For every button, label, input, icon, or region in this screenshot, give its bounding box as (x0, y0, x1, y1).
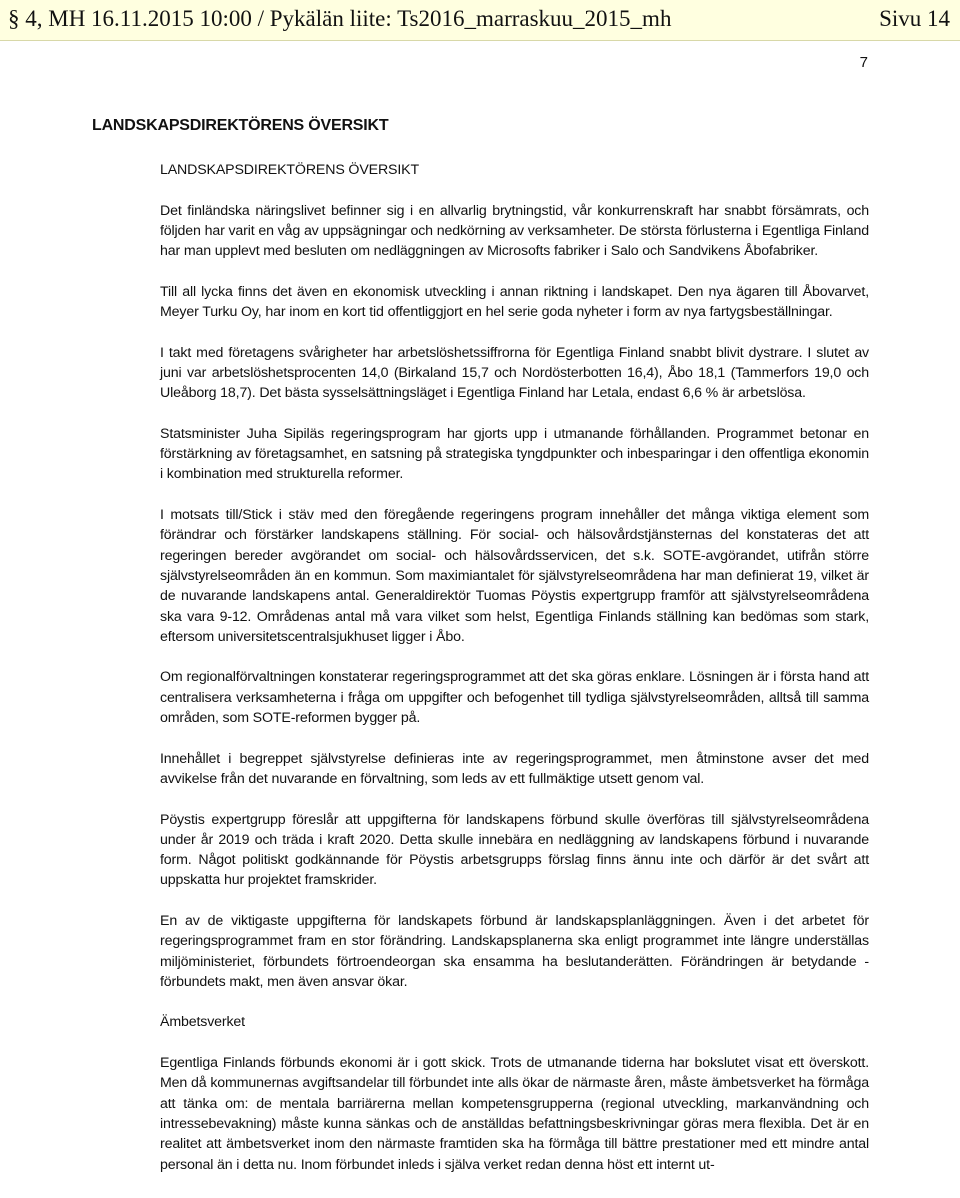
document-header-bar (0, 0, 960, 41)
page-number: 7 (859, 54, 868, 71)
paragraph: I motsats till/Stick i stäv med den föregående regeringens program innehåller det många viktiga element som förändrar och förstärker landskapens ställning. För social- och hälsovårdstjänsternas del konstateras det att regeringen bereder avgörandet om social- och hälsovårdsservicen, det s.k. SOTE-avgörandet, utifrån större självstyrelseområden än en kommun. Som maximiantalet för självstyrelseområdena har man definierat 19, vilket är de nuvarande landskapens antal. Generaldirektör Tuomas Pöystis expertgrupp framför att självstyrelseområdena ska vara 9-12. Områdenas antal må vara vilket som helst, Egentliga Finlands ställning kan bedömas som stark, eftersom universitetscentralsjukhuset ligger i Åbo. (160, 507, 869, 645)
paragraph: Egentliga Finlands förbunds ekonomi är i gott skick. Trots de utmanande tiderna har bokslutet visat ett överskott. Men då kommunernas avgiftsandelar till förbundet inte alls ökar de närmaste åren, måste ämbetsverket ha förmåga att tänka om: de mentala barriärerna mellan kompetensgrupperna (regional utveckling, markanvändning och intressebevakning) måste kunna sänkas och de anställdas befattningsbeskrivningar göras mera flexibla. Det är en realitet att ämbetsverket inom den närmaste framtiden ska ha förmåga till bättre prestationer med ett mindre antal personal än i detta nu. Inom förbundet inleds i själva verket redan denna höst ett internt ut- (160, 1055, 869, 1173)
paragraph: Till all lycka finns det även en ekonomisk utveckling i annan riktning i landskapet. Den nya ägaren till Åbovarvet, Meyer Turku Oy, har inom en kort tid offentliggjort en hel serie goda nyheter i form av nya fartygsbeställningar. (160, 283, 869, 321)
document-body (160, 160, 869, 1195)
header-section-reference: § 4, MH 16.11.2015 10:00 / Pykälän liite: Ts2016_marraskuu_2015_mh (8, 6, 672, 31)
paragraph: Innehållet i begreppet självstyrelse definieras inte av regeringsprogrammet, men åtminstone avser det med avvikelse från det nuvarande en förvaltning, som leds av ett fullmäktige utsett genom val. (160, 750, 869, 787)
header-page-label: Sivu 14 (879, 6, 950, 31)
paragraph: Det finländska näringslivet befinner sig i en allvarlig brytningstid, vår konkurrenskraft har snabbt försämrats, och följden har varit en våg av uppsägningar och nedkörning av verksamheter. De största förlusterna i Egentliga Finland har man upplevt med besluten om nedläggningen av Microsofts fabriker i Salo och Sandvikens Åbofabriker. (160, 202, 869, 260)
paragraph: Om regionalförvaltningen konstaterar regeringsprogrammet att det ska göras enklare. Lösningen är i första hand att centralisera verksamheterna i fråga om uppgifter och befogenhet till tydliga självstyrelseområden, alltså till samma områden, som SOTE-reformen bygger på. (160, 669, 869, 727)
paragraph: Pöystis expertgrupp föreslår att uppgifterna för landskapens förbund skulle överföras till självstyrelseområdena under år 2019 och träda i kraft 2020. Detta skulle innebära en nedläggning av landskapens förbund i nuvarande form. Något politiskt godkännande för Pöystis arbetsgrupps förslag finns ännu inte och därför är det svårt att uppskatta hur projektet framskrider. (160, 811, 869, 889)
paragraph: Statsminister Juha Sipiläs regeringsprogram har gjorts upp i utmanande förhållanden. Programmet betonar en förstärkning av företagsamhet, en satsning på strategiska tyngdpunkter och inbesparingar i den offentliga ekonomin i kombination med strukturella reformer. (160, 425, 869, 483)
paragraph: En av de viktigaste uppgifterna för landskapets förbund är landskapsplanläggningen. Även i det arbetet för regeringsprogrammet fram en stor förändring. Landskapsplanerna ska enligt programmet inte längre underställas miljöministeriet, förbundets förtroendeorgan ska ensamma ha beslutanderätten. Förändringen är betydande - förbundets makt, men även ansvar ökar. (160, 912, 869, 990)
subsection-heading: Ämbetsverket (160, 1014, 245, 1031)
paragraph: I takt med företagens svårigheter har arbetslöshetssiffrorna för Egentliga Finland snabbt blivit dystrare. I slutet av juni var arbetslöshetsprocenten 14,0 (Birkaland 15,7 och Nordösterbotten 16,4), Åbo 18,1 (Tammerfors 19,0 och Uleåborg 18,7). Det bästa sysselsättningsläget i Egentliga Finland har Letala, endast 6,6 % är arbetslösa. (160, 344, 869, 402)
section-heading: LANDSKAPSDIREKTÖRENS ÖVERSIKT (160, 162, 419, 178)
document-title: LANDSKAPSDIREKTÖRENS ÖVERSIKT (92, 117, 389, 134)
